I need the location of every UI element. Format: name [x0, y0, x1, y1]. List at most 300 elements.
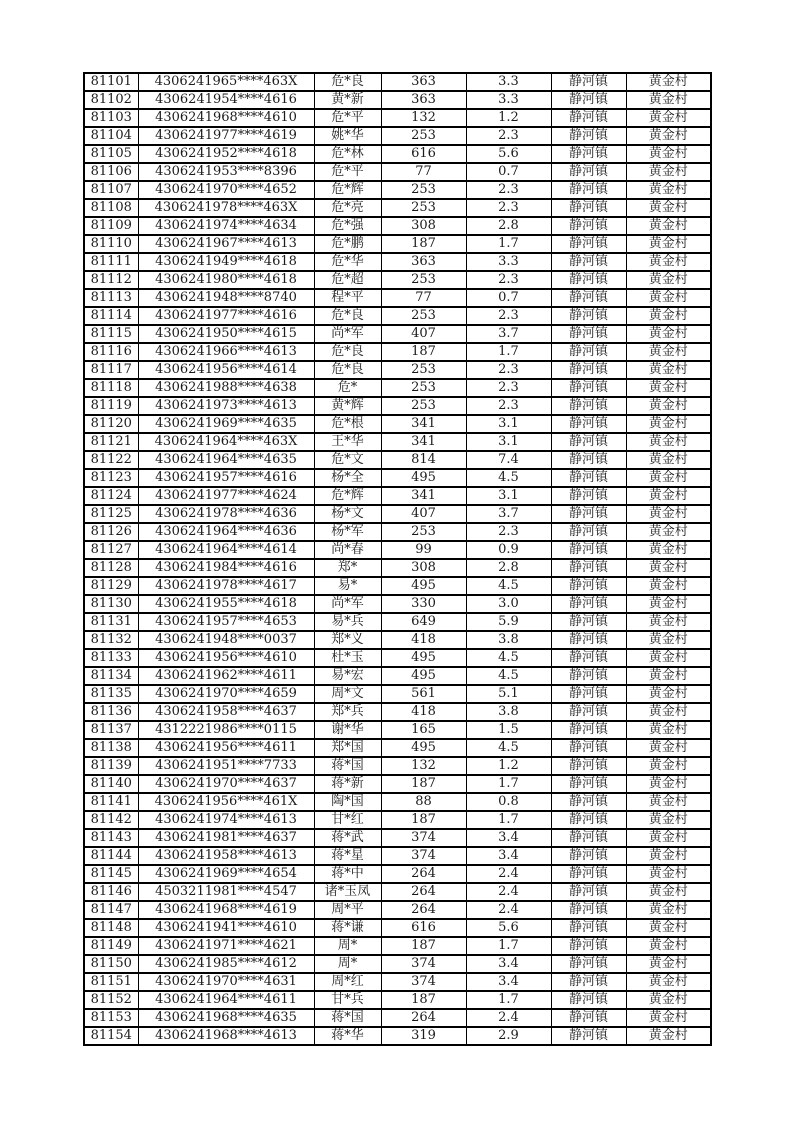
cell-id-number: 4306241953****8396 — [138, 163, 314, 181]
table-row — [84, 415, 711, 433]
cell-name: 杨*全 — [314, 469, 381, 487]
cell-id-number: 4306241956****461X — [138, 793, 314, 811]
cell-id-number: 4306241956****4610 — [138, 649, 314, 667]
cell-village: 黄金村 — [626, 289, 711, 307]
cell-amount: 495 — [381, 577, 466, 595]
cell-town: 静河镇 — [551, 937, 626, 955]
cell-name: 危*辉 — [314, 487, 381, 505]
cell-amount: 495 — [381, 469, 466, 487]
cell-village: 黄金村 — [626, 271, 711, 289]
table-row — [84, 181, 711, 199]
cell-seq: 81153 — [84, 1009, 138, 1027]
cell-amount: 253 — [381, 307, 466, 325]
cell-seq: 81123 — [84, 469, 138, 487]
cell-id-number: 4306241962****4611 — [138, 667, 314, 685]
cell-id-number: 4312221986****0115 — [138, 721, 314, 739]
cell-town: 静河镇 — [551, 271, 626, 289]
cell-village: 黄金村 — [626, 955, 711, 973]
table-row — [84, 1009, 711, 1027]
cell-rate: 2.3 — [466, 523, 551, 541]
cell-seq: 81150 — [84, 955, 138, 973]
cell-rate: 5.9 — [466, 613, 551, 631]
cell-id-number: 4306241968****4635 — [138, 1009, 314, 1027]
cell-village: 黄金村 — [626, 685, 711, 703]
cell-rate: 2.3 — [466, 397, 551, 415]
cell-village: 黄金村 — [626, 163, 711, 181]
cell-amount: 77 — [381, 289, 466, 307]
cell-rate: 5.6 — [466, 919, 551, 937]
cell-id-number: 4306241971****4621 — [138, 937, 314, 955]
cell-amount: 187 — [381, 991, 466, 1009]
table-row — [84, 703, 711, 721]
cell-rate: 3.7 — [466, 325, 551, 343]
cell-seq: 81124 — [84, 487, 138, 505]
cell-id-number: 4306241968****4610 — [138, 109, 314, 127]
cell-amount: 132 — [381, 757, 466, 775]
cell-town: 静河镇 — [551, 1009, 626, 1027]
cell-id-number: 4306241968****4613 — [138, 1027, 314, 1045]
table-row — [84, 109, 711, 127]
cell-id-number: 4306241980****4618 — [138, 271, 314, 289]
cell-village: 黄金村 — [626, 703, 711, 721]
cell-town: 静河镇 — [551, 361, 626, 379]
cell-name: 危*鹏 — [314, 235, 381, 253]
cell-village: 黄金村 — [626, 505, 711, 523]
cell-seq: 81114 — [84, 307, 138, 325]
cell-town: 静河镇 — [551, 451, 626, 469]
cell-id-number: 4306241957****4653 — [138, 613, 314, 631]
cell-id-number: 4306241952****4618 — [138, 145, 314, 163]
cell-seq: 81136 — [84, 703, 138, 721]
cell-rate: 3.3 — [466, 253, 551, 271]
cell-seq: 81146 — [84, 883, 138, 901]
cell-name: 危*林 — [314, 145, 381, 163]
cell-village: 黄金村 — [626, 523, 711, 541]
cell-town: 静河镇 — [551, 469, 626, 487]
cell-amount: 418 — [381, 703, 466, 721]
cell-seq: 81154 — [84, 1027, 138, 1045]
cell-rate: 2.3 — [466, 307, 551, 325]
cell-village: 黄金村 — [626, 433, 711, 451]
cell-amount: 253 — [381, 361, 466, 379]
cell-amount: 264 — [381, 901, 466, 919]
cell-id-number: 4306241970****4659 — [138, 685, 314, 703]
cell-amount: 253 — [381, 379, 466, 397]
cell-amount: 363 — [381, 253, 466, 271]
cell-id-number: 4306241981****4637 — [138, 829, 314, 847]
cell-town: 静河镇 — [551, 505, 626, 523]
cell-rate: 2.3 — [466, 361, 551, 379]
cell-amount: 253 — [381, 199, 466, 217]
cell-town: 静河镇 — [551, 523, 626, 541]
cell-seq: 81152 — [84, 991, 138, 1009]
table-row — [84, 901, 711, 919]
cell-village: 黄金村 — [626, 109, 711, 127]
cell-rate: 3.8 — [466, 703, 551, 721]
cell-amount: 341 — [381, 487, 466, 505]
cell-village: 黄金村 — [626, 397, 711, 415]
cell-id-number: 4306241970****4631 — [138, 973, 314, 991]
cell-town: 静河镇 — [551, 847, 626, 865]
cell-id-number: 4306241970****4637 — [138, 775, 314, 793]
cell-seq: 81151 — [84, 973, 138, 991]
cell-rate: 3.4 — [466, 847, 551, 865]
table-row — [84, 631, 711, 649]
cell-name: 姚*华 — [314, 127, 381, 145]
cell-name: 危*良 — [314, 73, 381, 91]
cell-village: 黄金村 — [626, 217, 711, 235]
cell-rate: 1.2 — [466, 757, 551, 775]
cell-amount: 561 — [381, 685, 466, 703]
cell-seq: 81141 — [84, 793, 138, 811]
cell-id-number: 4306241954****4616 — [138, 91, 314, 109]
cell-town: 静河镇 — [551, 235, 626, 253]
cell-seq: 81117 — [84, 361, 138, 379]
cell-amount: 308 — [381, 559, 466, 577]
cell-town: 静河镇 — [551, 721, 626, 739]
cell-rate: 3.1 — [466, 415, 551, 433]
cell-town: 静河镇 — [551, 577, 626, 595]
cell-amount: 374 — [381, 829, 466, 847]
cell-amount: 77 — [381, 163, 466, 181]
cell-id-number: 4306241965****463X — [138, 73, 314, 91]
cell-village: 黄金村 — [626, 811, 711, 829]
cell-rate: 4.5 — [466, 649, 551, 667]
cell-seq: 81119 — [84, 397, 138, 415]
cell-id-number: 4306241958****4637 — [138, 703, 314, 721]
table-row — [84, 379, 711, 397]
cell-seq: 81110 — [84, 235, 138, 253]
cell-rate: 5.6 — [466, 145, 551, 163]
cell-rate: 4.5 — [466, 577, 551, 595]
cell-town: 静河镇 — [551, 757, 626, 775]
cell-id-number: 4306241948****0037 — [138, 631, 314, 649]
cell-amount: 616 — [381, 145, 466, 163]
cell-village: 黄金村 — [626, 991, 711, 1009]
cell-amount: 374 — [381, 973, 466, 991]
cell-rate: 0.9 — [466, 541, 551, 559]
cell-id-number: 4306241988****4638 — [138, 379, 314, 397]
table-row — [84, 487, 711, 505]
cell-town: 静河镇 — [551, 595, 626, 613]
cell-name: 蒋*谦 — [314, 919, 381, 937]
cell-seq: 81138 — [84, 739, 138, 757]
cell-rate: 3.8 — [466, 631, 551, 649]
cell-village: 黄金村 — [626, 577, 711, 595]
cell-rate: 1.5 — [466, 721, 551, 739]
cell-seq: 81129 — [84, 577, 138, 595]
cell-village: 黄金村 — [626, 667, 711, 685]
cell-seq: 81109 — [84, 217, 138, 235]
cell-village: 黄金村 — [626, 973, 711, 991]
cell-id-number: 4306241978****463X — [138, 199, 314, 217]
table-row — [84, 559, 711, 577]
cell-town: 静河镇 — [551, 433, 626, 451]
cell-name: 诸*玉凤 — [314, 883, 381, 901]
cell-amount: 407 — [381, 325, 466, 343]
cell-rate: 3.4 — [466, 955, 551, 973]
cell-amount: 253 — [381, 271, 466, 289]
table-row — [84, 397, 711, 415]
cell-amount: 319 — [381, 1027, 466, 1045]
cell-seq: 81149 — [84, 937, 138, 955]
cell-name: 蒋*星 — [314, 847, 381, 865]
cell-id-number: 4306241977****4619 — [138, 127, 314, 145]
table-row — [84, 919, 711, 937]
cell-village: 黄金村 — [626, 1027, 711, 1045]
cell-rate: 2.4 — [466, 1009, 551, 1027]
cell-village: 黄金村 — [626, 73, 711, 91]
cell-town: 静河镇 — [551, 811, 626, 829]
cell-amount: 264 — [381, 883, 466, 901]
cell-seq: 81116 — [84, 343, 138, 361]
cell-rate: 0.8 — [466, 793, 551, 811]
cell-town: 静河镇 — [551, 667, 626, 685]
table-row — [84, 811, 711, 829]
cell-village: 黄金村 — [626, 847, 711, 865]
cell-seq: 81148 — [84, 919, 138, 937]
cell-village: 黄金村 — [626, 469, 711, 487]
cell-town: 静河镇 — [551, 289, 626, 307]
cell-rate: 0.7 — [466, 163, 551, 181]
cell-seq: 81115 — [84, 325, 138, 343]
table-row — [84, 1027, 711, 1045]
cell-amount: 341 — [381, 433, 466, 451]
table-row — [84, 217, 711, 235]
table-row — [84, 451, 711, 469]
table-row — [84, 793, 711, 811]
cell-seq: 81142 — [84, 811, 138, 829]
cell-town: 静河镇 — [551, 127, 626, 145]
table-row — [84, 613, 711, 631]
cell-town: 静河镇 — [551, 217, 626, 235]
cell-name: 危*强 — [314, 217, 381, 235]
cell-rate: 3.4 — [466, 973, 551, 991]
cell-village: 黄金村 — [626, 361, 711, 379]
cell-amount: 187 — [381, 235, 466, 253]
cell-name: 黄*新 — [314, 91, 381, 109]
table-row — [84, 73, 711, 91]
cell-rate: 2.3 — [466, 199, 551, 217]
cell-village: 黄金村 — [626, 343, 711, 361]
cell-rate: 3.4 — [466, 829, 551, 847]
cell-seq: 81104 — [84, 127, 138, 145]
cell-seq: 81125 — [84, 505, 138, 523]
cell-amount: 253 — [381, 397, 466, 415]
cell-name: 甘*兵 — [314, 991, 381, 1009]
cell-name: 杨*军 — [314, 523, 381, 541]
cell-village: 黄金村 — [626, 235, 711, 253]
cell-id-number: 4306241964****4635 — [138, 451, 314, 469]
cell-rate: 2.3 — [466, 271, 551, 289]
cell-village: 黄金村 — [626, 307, 711, 325]
cell-rate: 1.7 — [466, 235, 551, 253]
cell-village: 黄金村 — [626, 91, 711, 109]
cell-amount: 374 — [381, 955, 466, 973]
table-row — [84, 91, 711, 109]
cell-seq: 81128 — [84, 559, 138, 577]
cell-town: 静河镇 — [551, 487, 626, 505]
cell-id-number: 4306241984****4616 — [138, 559, 314, 577]
table-row — [84, 253, 711, 271]
cell-id-number: 4306241985****4612 — [138, 955, 314, 973]
cell-town: 静河镇 — [551, 901, 626, 919]
cell-village: 黄金村 — [626, 649, 711, 667]
table-row — [84, 145, 711, 163]
cell-name: 郑*义 — [314, 631, 381, 649]
cell-town: 静河镇 — [551, 703, 626, 721]
cell-rate: 2.4 — [466, 865, 551, 883]
cell-town: 静河镇 — [551, 1027, 626, 1045]
cell-town: 静河镇 — [551, 181, 626, 199]
table-row — [84, 595, 711, 613]
cell-rate: 1.7 — [466, 343, 551, 361]
table-row — [84, 271, 711, 289]
cell-id-number: 4503211981****4547 — [138, 883, 314, 901]
cell-name: 危* — [314, 379, 381, 397]
cell-amount: 253 — [381, 181, 466, 199]
cell-rate: 2.4 — [466, 901, 551, 919]
cell-name: 危*良 — [314, 307, 381, 325]
cell-amount: 363 — [381, 73, 466, 91]
table-row — [84, 289, 711, 307]
cell-amount: 264 — [381, 1009, 466, 1027]
cell-seq: 81127 — [84, 541, 138, 559]
cell-name: 郑* — [314, 559, 381, 577]
cell-town: 静河镇 — [551, 919, 626, 937]
cell-name: 危*根 — [314, 415, 381, 433]
cell-name: 危*亮 — [314, 199, 381, 217]
cell-town: 静河镇 — [551, 613, 626, 631]
cell-town: 静河镇 — [551, 559, 626, 577]
cell-name: 蒋*华 — [314, 1027, 381, 1045]
cell-name: 谢*华 — [314, 721, 381, 739]
cell-seq: 81133 — [84, 649, 138, 667]
cell-id-number: 4306241977****4616 — [138, 307, 314, 325]
cell-amount: 341 — [381, 415, 466, 433]
table-row — [84, 739, 711, 757]
cell-seq: 81126 — [84, 523, 138, 541]
cell-id-number: 4306241978****4617 — [138, 577, 314, 595]
cell-id-number: 4306241970****4652 — [138, 181, 314, 199]
cell-town: 静河镇 — [551, 991, 626, 1009]
cell-id-number: 4306241969****4635 — [138, 415, 314, 433]
cell-rate: 1.2 — [466, 109, 551, 127]
cell-amount: 187 — [381, 775, 466, 793]
cell-seq: 81105 — [84, 145, 138, 163]
cell-name: 程*平 — [314, 289, 381, 307]
cell-id-number: 4306241951****7733 — [138, 757, 314, 775]
cell-amount: 330 — [381, 595, 466, 613]
table-row — [84, 955, 711, 973]
cell-id-number: 4306241966****4613 — [138, 343, 314, 361]
cell-seq: 81145 — [84, 865, 138, 883]
cell-rate: 2.3 — [466, 181, 551, 199]
cell-seq: 81131 — [84, 613, 138, 631]
cell-name: 蒋*国 — [314, 757, 381, 775]
cell-name: 危*超 — [314, 271, 381, 289]
cell-village: 黄金村 — [626, 775, 711, 793]
cell-town: 静河镇 — [551, 307, 626, 325]
cell-amount: 374 — [381, 847, 466, 865]
cell-id-number: 4306241974****4634 — [138, 217, 314, 235]
cell-rate: 2.9 — [466, 1027, 551, 1045]
cell-amount: 363 — [381, 91, 466, 109]
cell-name: 蒋*中 — [314, 865, 381, 883]
cell-amount: 814 — [381, 451, 466, 469]
cell-name: 周*红 — [314, 973, 381, 991]
table-row — [84, 541, 711, 559]
cell-seq: 81121 — [84, 433, 138, 451]
cell-village: 黄金村 — [626, 1009, 711, 1027]
cell-town: 静河镇 — [551, 325, 626, 343]
cell-town: 静河镇 — [551, 253, 626, 271]
cell-rate: 1.7 — [466, 937, 551, 955]
cell-town: 静河镇 — [551, 541, 626, 559]
table-row — [84, 361, 711, 379]
cell-id-number: 4306241973****4613 — [138, 397, 314, 415]
table-row — [84, 505, 711, 523]
cell-rate: 1.7 — [466, 811, 551, 829]
table-row — [84, 721, 711, 739]
cell-amount: 132 — [381, 109, 466, 127]
cell-rate: 1.7 — [466, 991, 551, 1009]
cell-name: 陶*国 — [314, 793, 381, 811]
cell-seq: 81139 — [84, 757, 138, 775]
cell-name: 易*宏 — [314, 667, 381, 685]
cell-id-number: 4306241978****4636 — [138, 505, 314, 523]
cell-name: 危*平 — [314, 109, 381, 127]
cell-town: 静河镇 — [551, 739, 626, 757]
cell-village: 黄金村 — [626, 253, 711, 271]
cell-village: 黄金村 — [626, 325, 711, 343]
cell-id-number: 4306241941****4610 — [138, 919, 314, 937]
cell-name: 危*文 — [314, 451, 381, 469]
cell-id-number: 4306241964****4614 — [138, 541, 314, 559]
cell-village: 黄金村 — [626, 181, 711, 199]
cell-id-number: 4306241964****463X — [138, 433, 314, 451]
cell-rate: 2.8 — [466, 559, 551, 577]
cell-rate: 4.5 — [466, 739, 551, 757]
table-row — [84, 307, 711, 325]
cell-id-number: 4306241957****4616 — [138, 469, 314, 487]
cell-seq: 81112 — [84, 271, 138, 289]
cell-seq: 81111 — [84, 253, 138, 271]
cell-rate: 4.5 — [466, 667, 551, 685]
cell-seq: 81135 — [84, 685, 138, 703]
table-row — [84, 973, 711, 991]
cell-id-number: 4306241964****4636 — [138, 523, 314, 541]
table-row — [84, 469, 711, 487]
table-row — [84, 433, 711, 451]
table-row — [84, 325, 711, 343]
cell-seq: 81137 — [84, 721, 138, 739]
cell-name: 易* — [314, 577, 381, 595]
cell-rate: 3.0 — [466, 595, 551, 613]
cell-amount: 495 — [381, 649, 466, 667]
cell-seq: 81106 — [84, 163, 138, 181]
cell-seq: 81101 — [84, 73, 138, 91]
cell-village: 黄金村 — [626, 739, 711, 757]
table-row — [84, 685, 711, 703]
table-row — [84, 343, 711, 361]
cell-id-number: 4306241949****4618 — [138, 253, 314, 271]
cell-village: 黄金村 — [626, 559, 711, 577]
cell-town: 静河镇 — [551, 883, 626, 901]
cell-town: 静河镇 — [551, 73, 626, 91]
cell-name: 周*平 — [314, 901, 381, 919]
cell-id-number: 4306241967****4613 — [138, 235, 314, 253]
